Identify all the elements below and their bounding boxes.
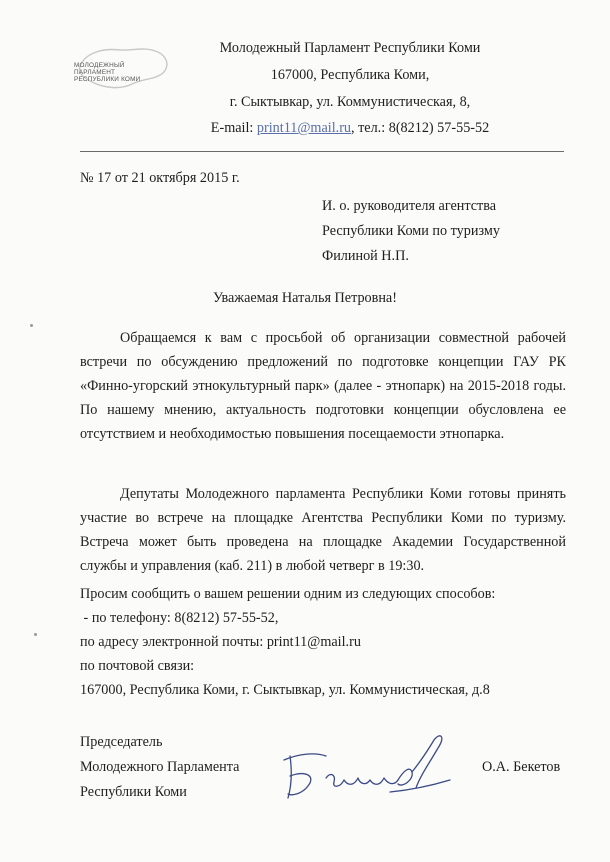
org-postal: 167000, Республика Коми, (270, 67, 430, 83)
logo-line-1: МОЛОДЕЖНЫЙ (74, 62, 125, 69)
org-contacts (160, 120, 540, 137)
greeting: Уважаемая Наталья Петровна! (213, 290, 397, 306)
org-logo (74, 44, 174, 94)
email-label: E-mail: (210, 120, 254, 136)
addressee-line-2: Республики Коми по туризму (322, 223, 500, 239)
email-link[interactable]: print11@mail.ru (256, 120, 352, 136)
addressee-line-3: Филиной Н.П. (322, 248, 409, 264)
contact-methods-intro: Просим сообщить о вашем решении одним из следующих способов: (80, 586, 496, 602)
letter-body-2 (80, 482, 566, 578)
handwritten-signature (270, 726, 470, 816)
letter-body (80, 326, 566, 446)
logo-line-2: ПАРЛАМЕНТ (74, 69, 116, 76)
letter-reference: № 17 от 21 октября 2015 г. (80, 170, 240, 186)
paper-speck (30, 324, 33, 327)
contact-phone: - по телефону: 8(8212) 57-55-52, (80, 610, 279, 626)
contact-email: по адресу электронной почты: print11@mail.ru (80, 634, 361, 650)
phone-text: , тел.: 8(8212) 57-55-52 (351, 120, 490, 136)
logo-line-3: РЕСПУБЛИКИ КОМИ (74, 76, 141, 83)
signatory-title-3: Республики Коми (80, 784, 187, 800)
header-divider (80, 151, 564, 152)
paper-speck (34, 633, 37, 636)
org-address: г. Сыктывкар, ул. Коммунистическая, 8, (229, 94, 471, 110)
signatory-title-1: Председатель (80, 734, 163, 750)
paragraph-request: Обращаемся к вам с просьбой об организации совместной рабочей встречи по обсуждению предложений по подготовке концепции ГАУ РК «Финно-угорский этнокультурный парк» (далее - этнопарк) на 2015-2018 годы. По нашему мнению, актуальность подготовки концепции обусловлена ее отсутствием и необходимостью повышения посещаемости этнопарка. (80, 330, 566, 442)
signatory-title-2: Молодежного Парламента (80, 759, 240, 775)
addressee-line-1: И. о. руководителя агентства (322, 198, 497, 214)
paragraph-deputies: Депутаты Молодежного парламента Республики Коми готовы принять участие во встрече на площадке Агентства Республики Коми по туризму. Встреча может быть проведена на площадке Академии Государственной службы и управления (каб. 211) в любой четверг в 19:30. (80, 486, 566, 574)
contact-post-address: 167000, Республика Коми, г. Сыктывкар, ул. Коммунистическая, д.8 (80, 682, 490, 698)
org-name: Молодежный Парламент Республики Коми (219, 40, 481, 56)
signatory-name: О.А. Бекетов (482, 759, 561, 775)
contact-post-label: по почтовой связи: (80, 658, 195, 674)
